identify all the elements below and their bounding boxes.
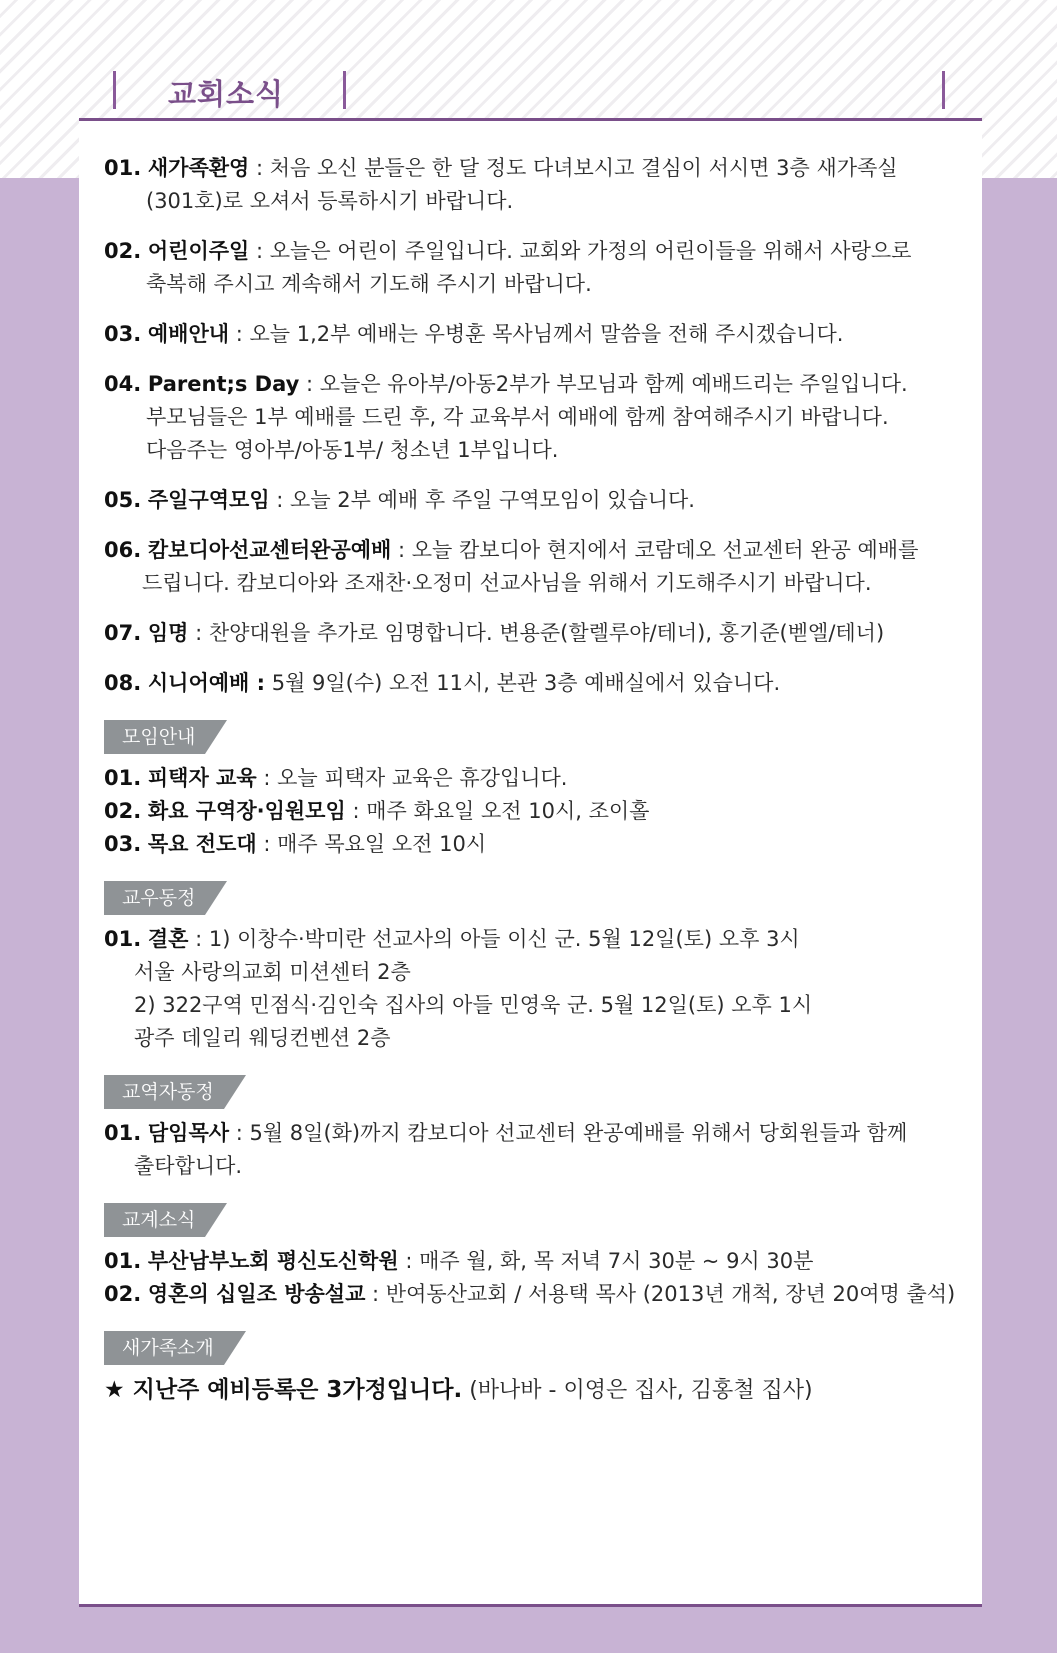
item-title: 부산남부노회 평신도신학원 [147, 1249, 399, 1273]
item-text-cont: 광주 데일리 웨딩컨벤션 2층 [134, 1026, 391, 1050]
news-text: : 찬양대원을 추가로 임명합니다. 변용준(할렐루야/테너), 홍기준(벧엘/테너) [188, 621, 885, 645]
item-number: 01. [104, 927, 142, 951]
news-item-4 [104, 368, 964, 467]
news-number: 04. [104, 372, 142, 396]
news-number: 02. [104, 239, 142, 263]
section-tag-staff: 교역자동정 [104, 1075, 224, 1109]
section-tag-newfamily: 새가족소개 [104, 1331, 224, 1365]
item-number: 01. [104, 1249, 142, 1273]
news-list [104, 152, 964, 700]
members-section [104, 881, 964, 1055]
news-text: 5월 9일(수) 오전 11시, 본관 3층 예배실에서 있습니다. [265, 671, 781, 695]
item-number: 02. [104, 799, 142, 823]
header-left-bar [113, 71, 116, 109]
news-title: 시니어예배 : [147, 671, 266, 695]
news-title: 어린이주일 [147, 239, 250, 263]
item-text-cont: 서울 사랑의교회 미션센터 2층 [134, 960, 411, 984]
news-item-3 [104, 318, 964, 351]
newfamily-detail: (바나바 - 이영은 집사, 김홍철 집사) [462, 1378, 813, 1403]
section-tag-meetings: 모임안내 [104, 720, 205, 754]
item-text: : 매주 월, 화, 목 저녁 7시 30분 ~ 9시 30분 [398, 1249, 814, 1273]
news-number: 06. [104, 538, 142, 562]
meeting-item-3 [104, 828, 964, 861]
interchurch-section [104, 1203, 964, 1311]
interchurch-item-2 [104, 1278, 964, 1311]
item-text: : 5월 8일(화)까지 캄보디아 선교센터 완공예배를 위해서 당회원들과 함께 [229, 1121, 908, 1145]
item-number: 01. [104, 1121, 142, 1145]
news-text: : 처음 오신 분들은 한 달 정도 다녀보시고 결심이 서시면 3층 새가족실 [249, 156, 898, 180]
news-number: 07. [104, 621, 142, 645]
member-item-1 [104, 923, 964, 1055]
news-text: : 오늘 캄보디아 현지에서 코람데오 선교센터 완공 예배를 [391, 538, 919, 562]
bulletin-content [104, 152, 964, 1408]
section-tag-interchurch: 교계소식 [104, 1203, 205, 1237]
item-text: : 매주 목요일 오전 10시 [256, 832, 487, 856]
meeting-item-1 [104, 762, 964, 795]
footer-rule [79, 1604, 982, 1607]
news-title: 캄보디아선교센터완공예배 [147, 538, 392, 562]
news-item-5 [104, 484, 964, 517]
news-item-7 [104, 617, 964, 650]
newfamily-line [104, 1373, 964, 1408]
section-tag-members: 교우동정 [104, 881, 205, 915]
item-text: : 1) 이창수·박미란 선교사의 아들 이신 군. 5월 12일(토) 오후 3시 [188, 927, 800, 951]
news-number: 05. [104, 488, 142, 512]
news-number: 01. [104, 156, 142, 180]
item-number: 01. [104, 766, 142, 790]
news-number: 08. [104, 671, 142, 695]
news-text: : 오늘 2부 예배 후 주일 구역모임이 있습니다. [269, 488, 695, 512]
item-title: 결혼 [147, 927, 189, 951]
news-text: : 오늘은 유아부/아동2부가 부모님과 함께 예배드리는 주일입니다. [299, 372, 908, 396]
header-title-bar [343, 71, 346, 109]
item-number: 02. [104, 1282, 142, 1306]
news-title: 임명 [147, 621, 189, 645]
news-title: 예배안내 [147, 322, 230, 346]
item-text: : 오늘 피택자 교육은 휴강입니다. [256, 766, 568, 790]
news-number: 03. [104, 322, 142, 346]
news-title: 주일구역모임 [147, 488, 270, 512]
item-title: 피택자 교육 [147, 766, 257, 790]
news-text-cont: 부모님들은 1부 예배를 드린 후, 각 교육부서 예배에 함께 참여해주시기 바랍니다. [146, 405, 889, 429]
item-title: 목요 전도대 [147, 832, 257, 856]
item-text: : 매주 화요일 오전 10시, 조이홀 [345, 799, 650, 823]
header-rule [79, 118, 982, 121]
meeting-item-2 [104, 795, 964, 828]
page-title: 교회소식 [168, 77, 285, 111]
news-item-6 [104, 534, 964, 600]
interchurch-item-1 [104, 1245, 964, 1278]
news-item-2 [104, 235, 964, 301]
item-title: 담임목사 [147, 1121, 230, 1145]
newfamily-headline: ★ 지난주 예비등록은 3가정입니다. [104, 1377, 463, 1403]
news-text-cont: 축복해 주시고 계속해서 기도해 주시기 바랍니다. [146, 272, 592, 296]
news-item-1 [104, 152, 964, 218]
news-text-cont: 드립니다. 캄보디아와 조재찬·오정미 선교사님을 위해서 기도해주시기 바랍니다. [142, 571, 872, 595]
item-text-cont: 2) 322구역 민점식·김인숙 집사의 아들 민영욱 군. 5월 12일(토) 오후 1시 [134, 993, 813, 1017]
item-title: 화요 구역장·임원모임 [147, 799, 346, 823]
meetings-section [104, 720, 964, 861]
news-text-cont: (301호)로 오셔서 등록하시기 바랍니다. [146, 189, 514, 213]
item-text: : 반여동산교회 / 서용택 목사 (2013년 개척, 장년 20여명 출석) [365, 1282, 956, 1306]
news-text: : 오늘 1,2부 예배는 우병훈 목사님께서 말씀을 전해 주시겠습니다. [229, 322, 844, 346]
news-item-8 [104, 667, 964, 700]
item-title: 영혼의 십일조 방송설교 [147, 1282, 366, 1306]
news-text-cont: 다음주는 영아부/아동1부/ 청소년 1부입니다. [146, 438, 559, 462]
staff-item-1 [104, 1117, 964, 1183]
item-number: 03. [104, 832, 142, 856]
staff-section [104, 1075, 964, 1183]
news-title: Parent;s Day [147, 372, 300, 396]
newfamily-section [104, 1331, 964, 1408]
news-text: : 오늘은 어린이 주일입니다. 교회와 가정의 어린이들을 위해서 사랑으로 [249, 239, 912, 263]
news-title: 새가족환영 [147, 156, 250, 180]
item-text-cont: 출타합니다. [134, 1154, 243, 1178]
header-right-bar [942, 71, 945, 109]
